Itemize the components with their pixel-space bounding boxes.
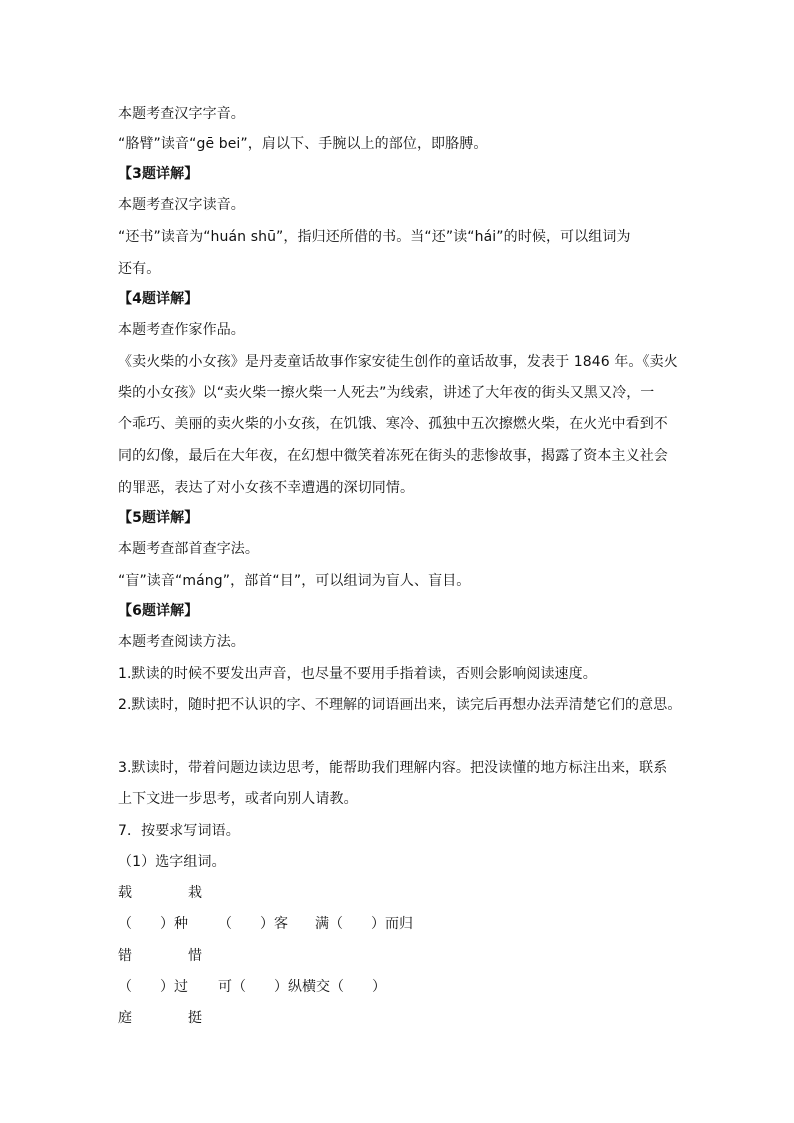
paragraph-line: 的罪恶，表达了对小女孩不幸遭遇的深切同情。 <box>118 480 415 496</box>
fill-blank: （ ）过 <box>118 979 188 995</box>
paragraph-line: 本题考查阅读方法。 <box>118 634 245 650</box>
paragraph-line: “还书”读音为“huán shū”，指归还所借的书。当“还”读“hái”的时候，可以组词为 <box>118 229 631 245</box>
paragraph-line: “盲”读音“máng”，部首“目”，可以组词为盲人、盲目。 <box>118 573 471 589</box>
fill-blank: （ ）客 <box>218 916 288 932</box>
char-option: 栽 <box>188 885 202 901</box>
paragraph-line: 本题考查汉字读音。 <box>118 197 245 213</box>
section-heading: 【4题详解】 <box>118 291 199 307</box>
fill-blank: （ ）种 <box>118 916 188 932</box>
paragraph-line: 还有。 <box>118 261 161 277</box>
section-heading: 【6题详解】 <box>118 603 199 619</box>
paragraph-line: 2.默读时，随时把不认识的字、不理解的词语画出来，读完后再想办法弄清楚它们的意思。 <box>118 697 682 713</box>
paragraph-line: 本题考查部首查字法。 <box>118 541 259 557</box>
section-heading: 【5题详解】 <box>118 510 199 526</box>
char-option: 惜 <box>188 948 202 964</box>
paragraph-line: “胳臂”读音“gē bei”，肩以下、手腕以上的部位，即胳膊。 <box>118 136 488 152</box>
paragraph-line: 个乖巧、美丽的卖火柴的小女孩，在饥饿、寒冷、孤独中五次擦燃火柴，在火光中看到不 <box>118 416 668 432</box>
fill-blank: 满（ ）而归 <box>315 916 413 932</box>
fill-blank: 可（ ） <box>218 979 288 995</box>
char-option: 载 <box>118 885 132 901</box>
paragraph-line: 柴的小女孩》以“卖火柴一擦火柴一人死去”为线索，讲述了大年夜的街头又黑又冷，一 <box>118 385 655 401</box>
paragraph-line: 上下文进一步思考，或者向别人请教。 <box>118 791 358 807</box>
section-heading: 【3题详解】 <box>118 166 199 182</box>
char-option: 错 <box>118 948 132 964</box>
paragraph-line: 同的幻像，最后在大年夜，在幻想中微笑着冻死在街头的悲惨故事，揭露了资本主义社会 <box>118 448 668 464</box>
char-option: 挺 <box>188 1010 202 1026</box>
paragraph-line: 3.默读时，带着问题边读边思考，能帮助我们理解内容。把没读懂的地方标注出来，联系 <box>118 760 668 776</box>
paragraph-line: 《卖火柴的小女孩》是丹麦童话故事作家安徒生创作的童话故事，发表于 1846 年。《卖火 <box>118 354 678 370</box>
question-title: 7．按要求写词语。 <box>118 823 240 839</box>
char-option: 庭 <box>118 1010 132 1026</box>
sub-question: （1）选字组词。 <box>118 854 226 870</box>
paragraph-line: 本题考查汉字字音。 <box>118 106 245 122</box>
paragraph-line: 本题考查作家作品。 <box>118 322 245 338</box>
fill-blank: 纵横交（ ） <box>288 979 386 995</box>
paragraph-line: 1.默读的时候不要发出声音，也尽量不要用手指着读，否则会影响阅读速度。 <box>118 666 597 682</box>
